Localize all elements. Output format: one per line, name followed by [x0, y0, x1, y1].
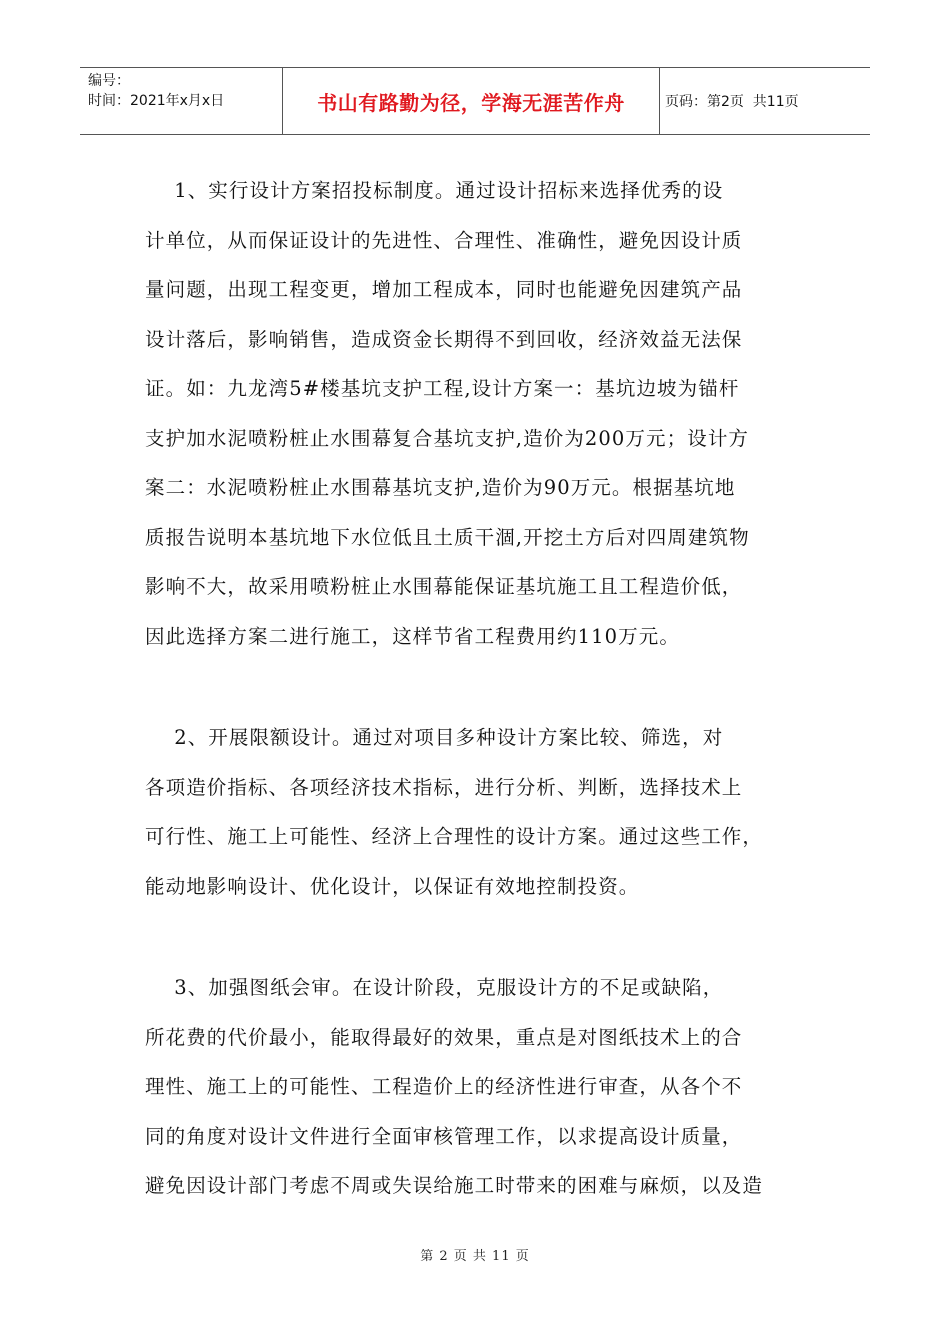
text-line: 能动地影响设计、优化设计，以保证有效地控制投资。: [145, 874, 640, 898]
text-line: 2、开展限额设计。通过对项目多种设计方案比较、筛选，对: [145, 726, 724, 749]
text-line: 所花费的代价最小，能取得最好的效果，重点是对图纸技术上的合: [145, 1025, 743, 1049]
text-line: 同的角度对设计文件进行全面审核管理工作，以求提高设计质量，: [145, 1124, 743, 1148]
header-page-info: [660, 68, 870, 134]
page-header: [80, 67, 870, 135]
page-info-text: 页码：第2页 共11页: [665, 94, 799, 110]
paragraph-spacer: [145, 911, 825, 963]
paragraph-spacer: [145, 661, 825, 713]
text-line: 设计落后，影响销售，造成资金长期得不到回收，经济效益无法保: [145, 327, 743, 351]
number-label: 编号：: [88, 73, 130, 89]
document-body: [145, 166, 825, 1211]
text-line: 影响不大，故采用喷粉桩止水围幕能保证基坑施工且工程造价低，: [145, 575, 743, 598]
time-label: 时间：2021年x月x日: [88, 93, 225, 109]
header-meta: [80, 68, 283, 134]
header-motto: 书山有路勤为径，学海无涯苦作舟: [283, 68, 660, 134]
text-line: 支护加水泥喷粉桩止水围幕复合基坑支护,造价为200万元；设计方: [145, 426, 750, 450]
text-line: 因此选择方案二进行施工，这样节省工程费用约110万元。: [145, 624, 680, 648]
text-line: 证。如：九龙湾5#楼基坑支护工程,设计方案一：基坑边坡为锚杆: [145, 377, 740, 400]
page-footer: [0, 1245, 950, 1264]
text-line: 计单位，从而保证设计的先进性、合理性、准确性，避免因设计质: [145, 228, 743, 252]
paragraph-1: [145, 166, 825, 661]
paragraph-2: [145, 713, 825, 911]
text-line: 3、加强图纸会审。在设计阶段，克服设计方的不足或缺陷，: [145, 976, 724, 999]
text-line: 1、实行设计方案招投标制度。通过设计招标来选择优秀的设: [145, 179, 724, 202]
footer-page-number: 第 2 页 共 11 页: [420, 1249, 530, 1264]
text-line: 避免因设计部门考虑不周或失误给施工时带来的困难与麻烦，以及造: [145, 1174, 764, 1197]
text-line: 案二：水泥喷粉桩止水围幕基坑支护,造价为90万元。根据基坑地: [145, 476, 736, 499]
text-line: 质报告说明本基坑地下水位低且土质干涸,开挖土方后对四周建筑物: [145, 525, 750, 549]
text-line: 量问题，出现工程变更，增加工程成本，同时也能避免因建筑产品: [145, 278, 743, 301]
text-line: 各项造价指标、各项经济技术指标，进行分析、判断，选择技术上: [145, 775, 743, 799]
text-line: 理性、施工上的可能性、工程造价上的经济性进行审查，从各个不: [145, 1075, 743, 1098]
text-line: 可行性、施工上可能性、经济上合理性的设计方案。通过这些工作，: [145, 825, 764, 848]
paragraph-3: [145, 963, 825, 1211]
